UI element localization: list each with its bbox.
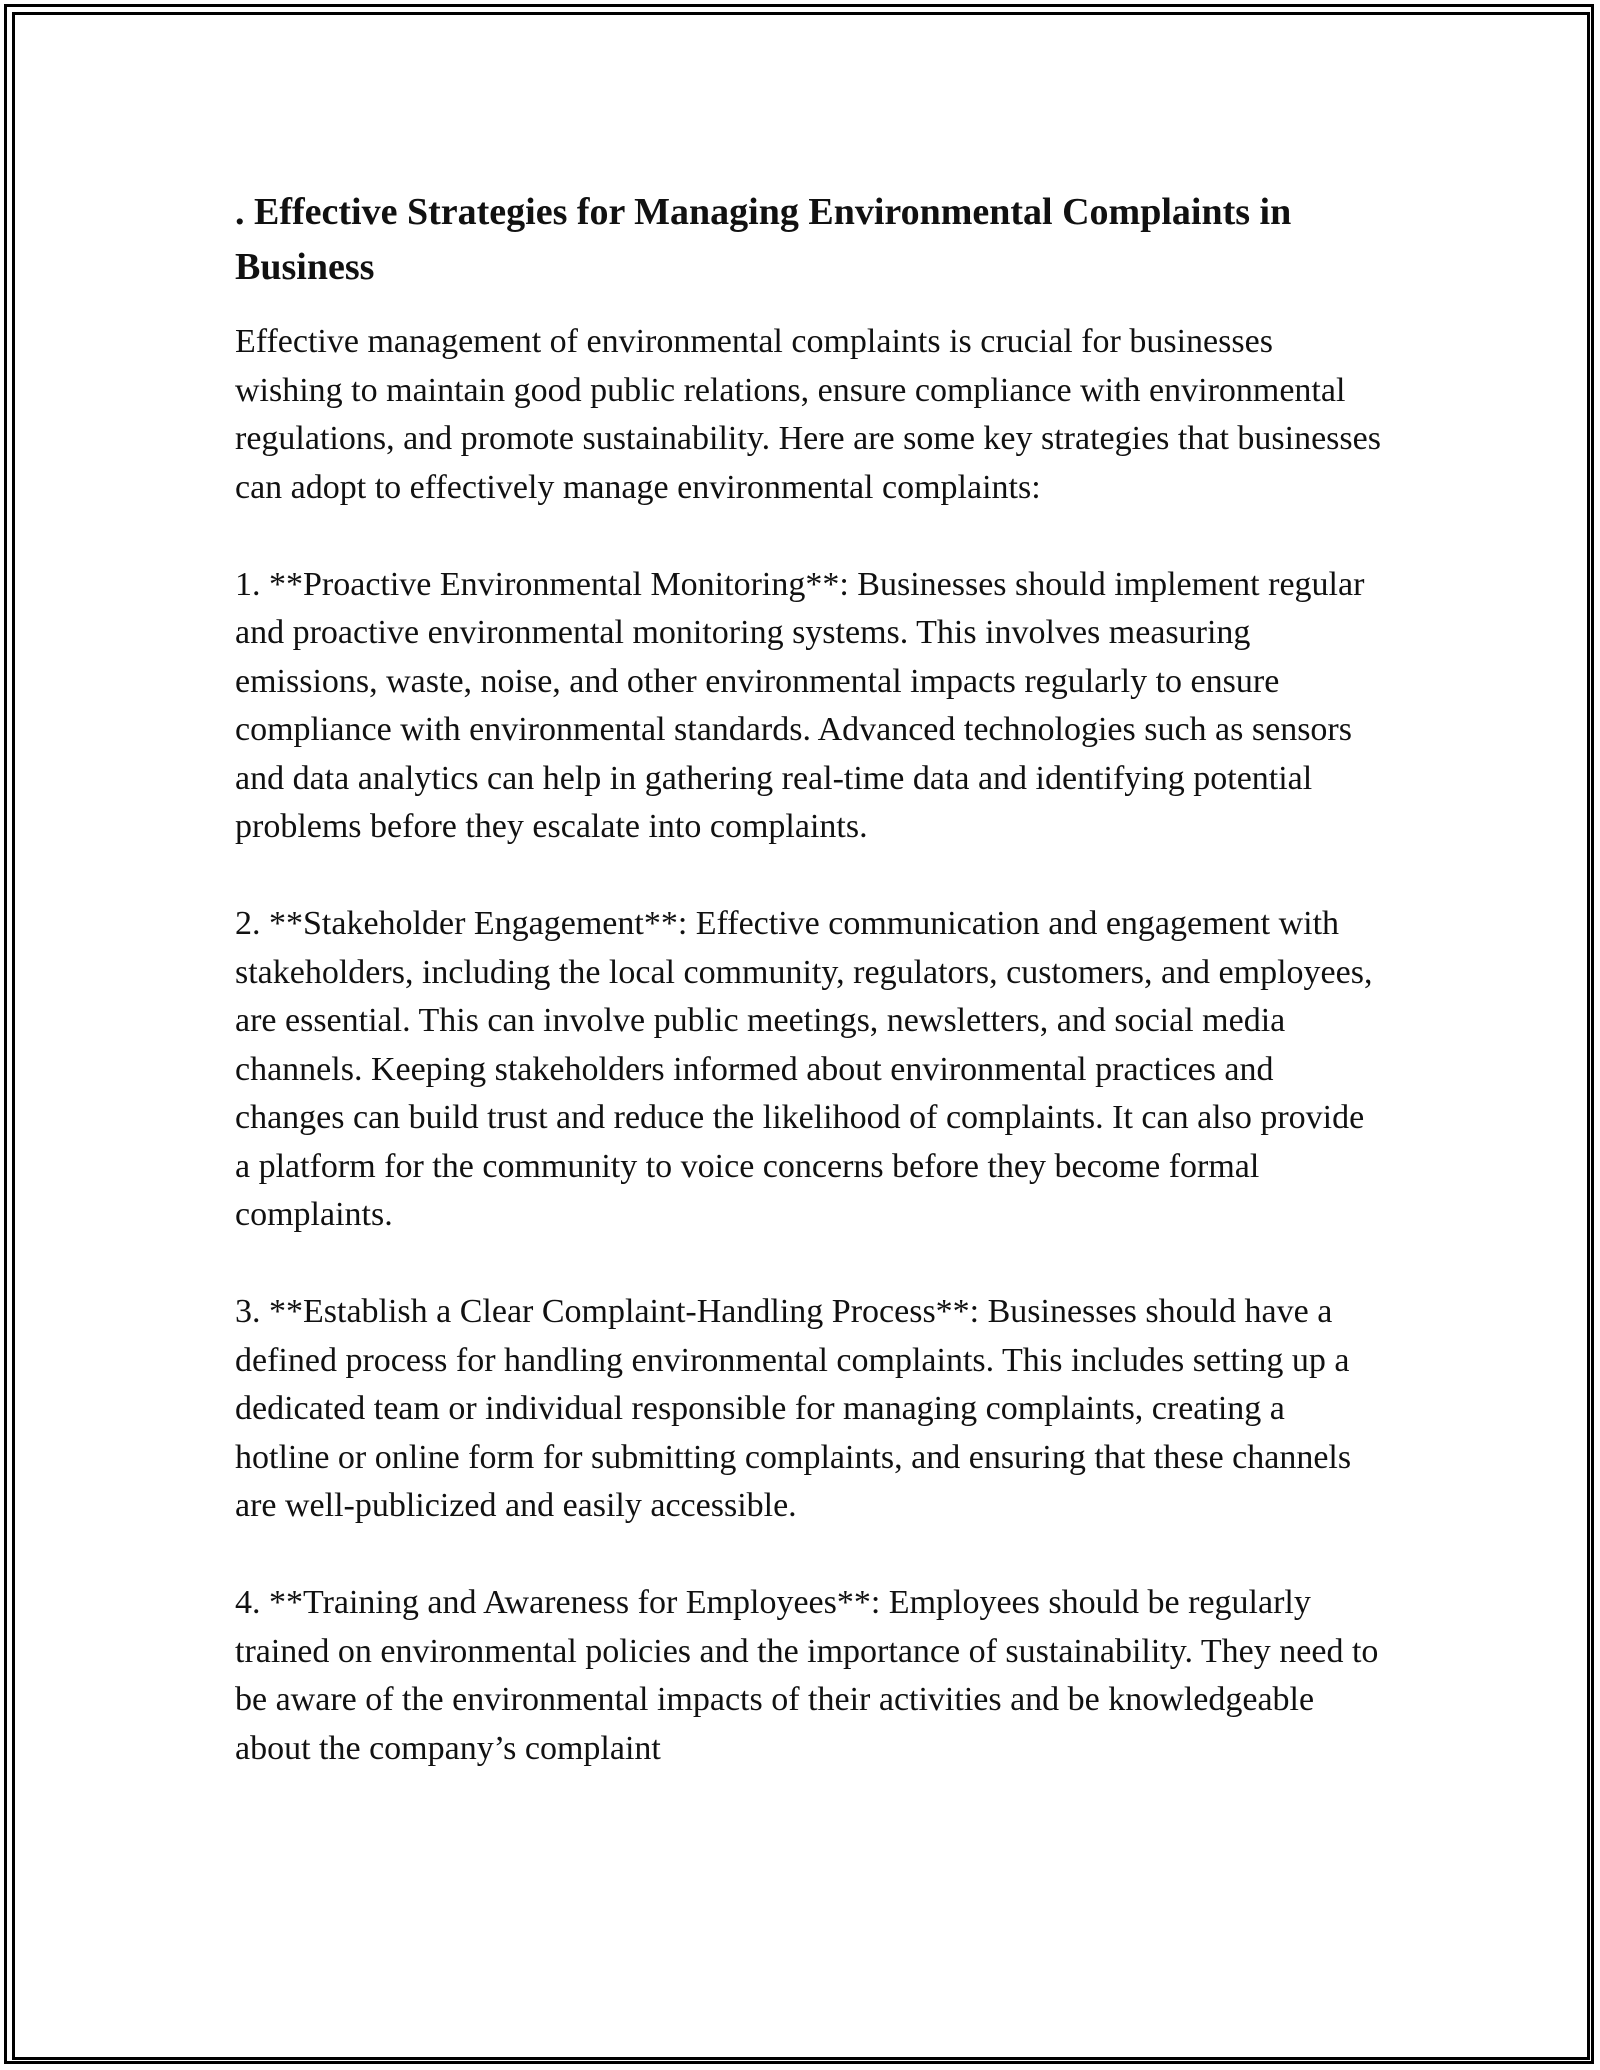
list-item: 2. **Stakeholder Engagement**: Effective communication and engagement with stakeholders, including the local community, regulators, customers, and employees, are essential. This can involve public meetings, newsletters, and social media channels. Keeping stakeholders informed about environmental practices and changes can build trust and reduce the likelihood of complaints. It can also provide a platform for the community to voice concerns before they become formal complaints. [235, 905, 1373, 1233]
list-item: 4. **Training and Awareness for Employees**: Employees should be regularly trained on environmental policies and the importance of sustainability. They need to be aware of the environmental impacts of their activities and be knowledgeable about the company’s complaint [235, 1584, 1379, 1767]
list-item: 1. **Proactive Environmental Monitoring**: Businesses should implement regular and proactive environmental monitoring systems. This involves measuring emissions, waste, noise, and other environmental impacts regularly to ensure compliance with environmental standards. Advanced technologies such as sensors and data analytics can help in gathering real-time data and identifying potential problems before they escalate into complaints. [235, 565, 1365, 845]
document-title: . Effective Strategies for Managing Environmental Complaints in Business [235, 191, 1292, 288]
document-body [235, 185, 1385, 1822]
intro-paragraph: Effective management of environmental complaints is crucial for businesses wishing to maintain good public relations, ensure compliance with environmental regulations, and promote sustainability. Here are some key strategies that businesses can adopt to effectively manage environmental complaints: [235, 323, 1381, 506]
list-item: 3. **Establish a Clear Complaint-Handling Process**: Businesses should have a defined process for handling environmental complaints. This includes setting up a dedicated team or individual responsible for managing complaints, creating a hotline or online form for submitting complaints, and ensuring that these channels are well-publicized and easily accessible. [235, 1293, 1352, 1524]
